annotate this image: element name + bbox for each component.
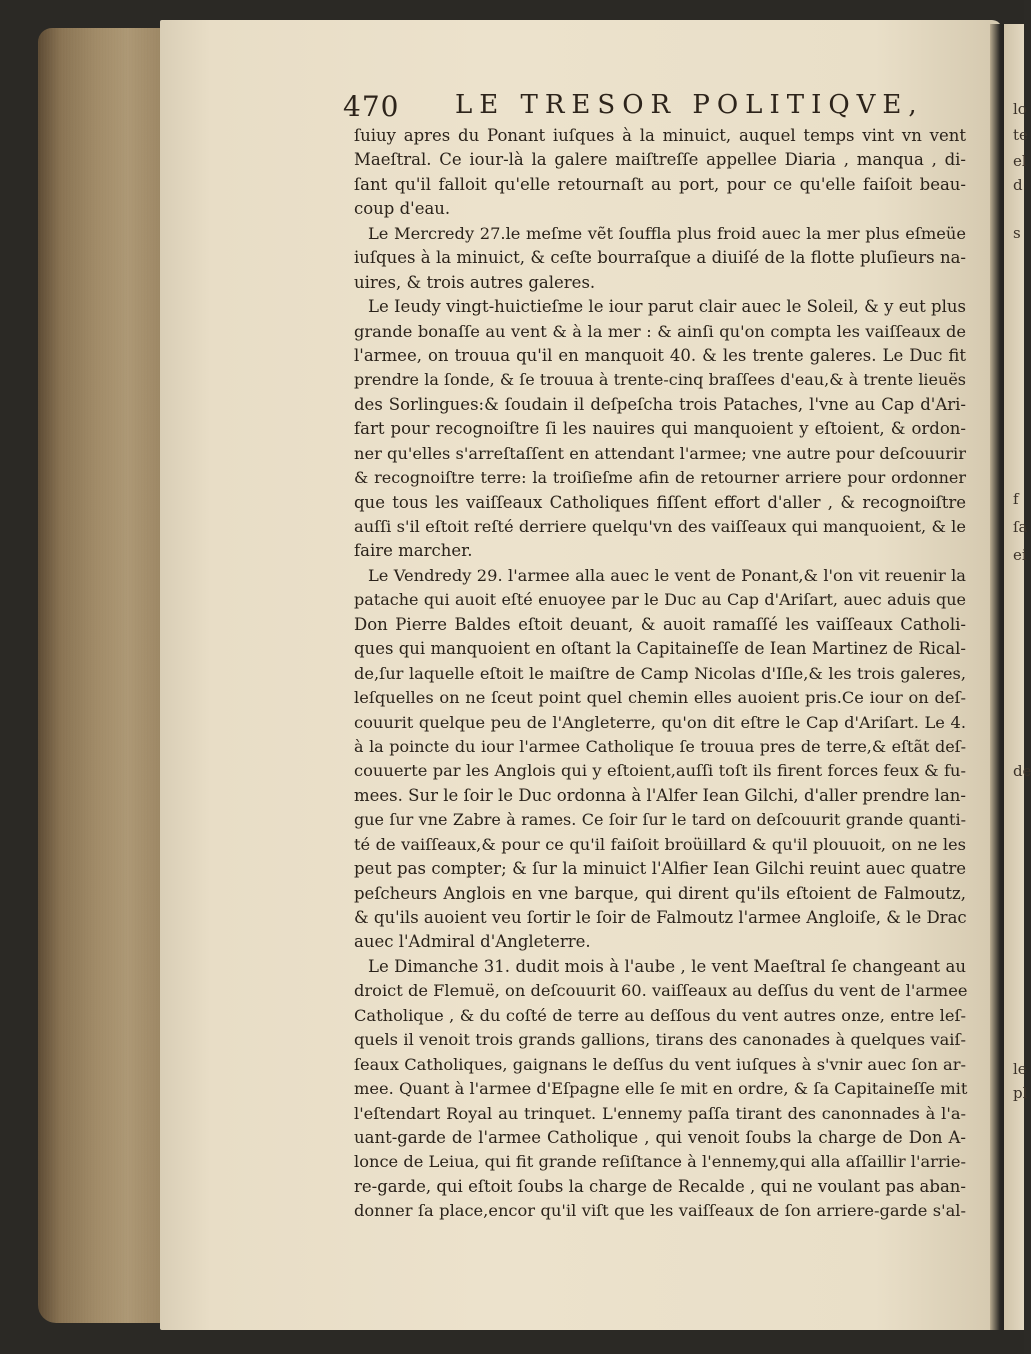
text-line: patache qui auoit eſté enuoyee par le Duc au Cap d'Ariſart, auec aduis que [354,590,966,610]
text-line: ner qu'elles s'arreſtaſſent en attendant l'armee; vne autre pour deſcouurir [354,443,966,463]
right-page-edge [1004,24,1024,1330]
text-line: grande bonaſſe au vent & à la mer : & ainſi qu'on compta les vaiſſeaux de [354,321,966,341]
text-line: l'eſtendart Royal au trinquet. L'ennemy paſſa tirant des canonnades à l'a- [354,1103,966,1123]
text-line: ſant qu'il falloit qu'elle retournaſt au port, pour ce qu'elle faiſoit beau- [354,174,966,194]
book-fore-edge [38,28,166,1323]
margin-fragment: ei [1013,546,1027,564]
text-line: auec l'Admiral d'Angleterre. [354,932,591,952]
text-line: Maeſtral. Ce iour-là la galere maiſtreſſe appellee Diaria , manqua , di- [354,150,966,170]
text-line: lonce de Leiua, qui fit grande reſiſtance à l'ennemy,qui alla aſſaillir l'arrie- [354,1152,966,1172]
text-line: à la poincte du iour l'armee Catholique ſe trouua pres de terre,& eſtãt deſ- [354,736,966,756]
margin-fragment: d [1013,176,1023,194]
text-line: ſuiuy apres du Ponant iuſques à la minuict, auquel temps vint vn vent [354,126,966,145]
page-number: 470 [343,90,400,123]
text-line: peſcheurs Anglois en vne barque, qui dirent qu'ils eſtoient de Falmoutz, [354,883,966,903]
text-line: Don Pierre Baldes eſtoit deuant, & auoit ramaſſé les vaiſſeaux Catholi- [354,614,966,634]
text-line: droict de Flemuë, on deſcouurit 60. vaiſſeaux au deſſus du vent de l'armee [354,981,968,1001]
text-line: quels il venoit trois grands gallions, tirans des canonades à quelques vaiſ- [354,1030,966,1050]
margin-fragment: f [1013,490,1019,508]
margin-fragment: le [1013,1060,1027,1078]
margin-fragment: te [1013,126,1028,144]
text-line: Catholique , & du coſté de terre au deſſous du vent autres onze, entre leſ- [354,1005,966,1025]
text-line: mee. Quant à l'armee d'Eſpagne elle ſe mit en ordre, & ſa Capitaineſſe mit [354,1079,968,1099]
text-line: donner ſa place,encor qu'il viſt que les vaiſſeaux de ſon arriere-garde s'al- [354,1201,966,1221]
text-line: Le Dimanche 31. dudit mois à l'aube , le vent Maeſtral ſe changeant au [368,956,966,976]
body-text [354,124,966,1224]
text-line: fart pour recognoiſtre ſi les nauires qui manquoient y eſtoient, & ordon- [354,419,966,439]
text-line: iuſques à la minuict, & ceſte bourraſque a diuiſé de la flotte pluſieurs na- [354,248,966,268]
text-line: leſquelles on ne ſceut point quel chemin elles auoient pris.Ce iour on deſ- [354,688,966,708]
text-line: Le Mercredy 27.le meſme vẽt ſouffla plus froid auec la mer plus eſmeüe [368,223,966,243]
margin-fragment: de [1013,762,1031,780]
running-title: LE TRESOR POLITIQVE, [455,90,924,120]
text-line: que tous les vaiſſeaux Catholiques fiſſent effort d'aller , & recognoiſtre [354,492,966,512]
text-line: ſeaux Catholiques, gaignans le deſſus du vent iuſques à s'vnir auec ſon ar- [354,1054,966,1074]
text-line: auſſi s'il eſtoit reſté derriere quelqu'vn des vaiſſeaux qui manquoient, & le [354,517,966,536]
text-line: uires, & trois autres galeres. [354,272,596,292]
margin-fragment: pl [1013,1084,1028,1102]
margin-fragment: el [1013,152,1027,170]
text-line: peut pas compter; & ſur la minuict l'Alfier Iean Gilchi reuint auec quatre [354,859,966,879]
text-line: l'armee, on trouua qu'il en manquoit 40. & les trente galeres. Le Duc fit [354,345,966,365]
text-line: de,ſur laquelle eſtoit le maiſtre de Camp Nicolas d'Iſle,& les trois galeres, [354,663,966,683]
text-line: & recognoiſtre terre: la troiſieſme afin de retourner arriere pour ordonner [354,468,966,488]
margin-fragment: s [1013,224,1021,242]
text-line: coup d'eau. [354,199,451,219]
text-line: des Sorlingues:& ſoudain il deſpeſcha trois Pataches, l'vne au Cap d'Ari- [354,394,966,414]
text-line: Le Vendredy 29. l'armee alla auec le vent de Ponant,& l'on vit reuenir la [368,565,966,585]
text-line: ques qui manquoient en oſtant la Capitaineſſe de Iean Martinez de Rical- [354,639,966,659]
text-line: couuerte par les Anglois qui y eſtoient,auſſi toſt ils firent forces feux & fu- [354,761,966,781]
page-header [343,84,983,124]
text-line: té de vaiſſeaux,& pour ce qu'il faiſoit broüillard & qu'il plouuoit, on ne les [354,834,966,854]
text-line: mees. Sur le ſoir le Duc ordonna à l'Alfer Iean Gilchi, d'aller prendre lan- [354,785,966,805]
text-line: gue ſur vne Zabre à rames. Ce ſoir ſur le tard on deſcouurit grande quanti- [354,810,966,830]
text-line: faire marcher. [354,541,473,561]
text-line: Le Ieudy vingt-huictieſme le iour parut clair auec le Soleil, & y eut plus [368,297,966,317]
margin-fragment: ſa [1013,518,1028,536]
text-line: couurit quelque peu de l'Angleterre, qu'on dit eſtre le Cap d'Ariſart. Le 4. [354,712,966,732]
text-line: & qu'ils auoient veu ſortir le ſoir de Falmoutz l'armee Angloiſe, & le Drac [354,908,967,927]
text-line: uant-garde de l'armee Catholique , qui venoit ſoubs la charge de Don A- [354,1127,966,1147]
margin-fragment: lo [1013,100,1027,118]
text-line: prendre la ſonde, & ſe trouua à trente-cinq braſſees d'eau,& à trente lieuës [354,370,966,390]
text-line: re-garde, qui eſtoit ſoubs la charge de Recalde , qui ne voulant pas aban- [354,1176,966,1196]
